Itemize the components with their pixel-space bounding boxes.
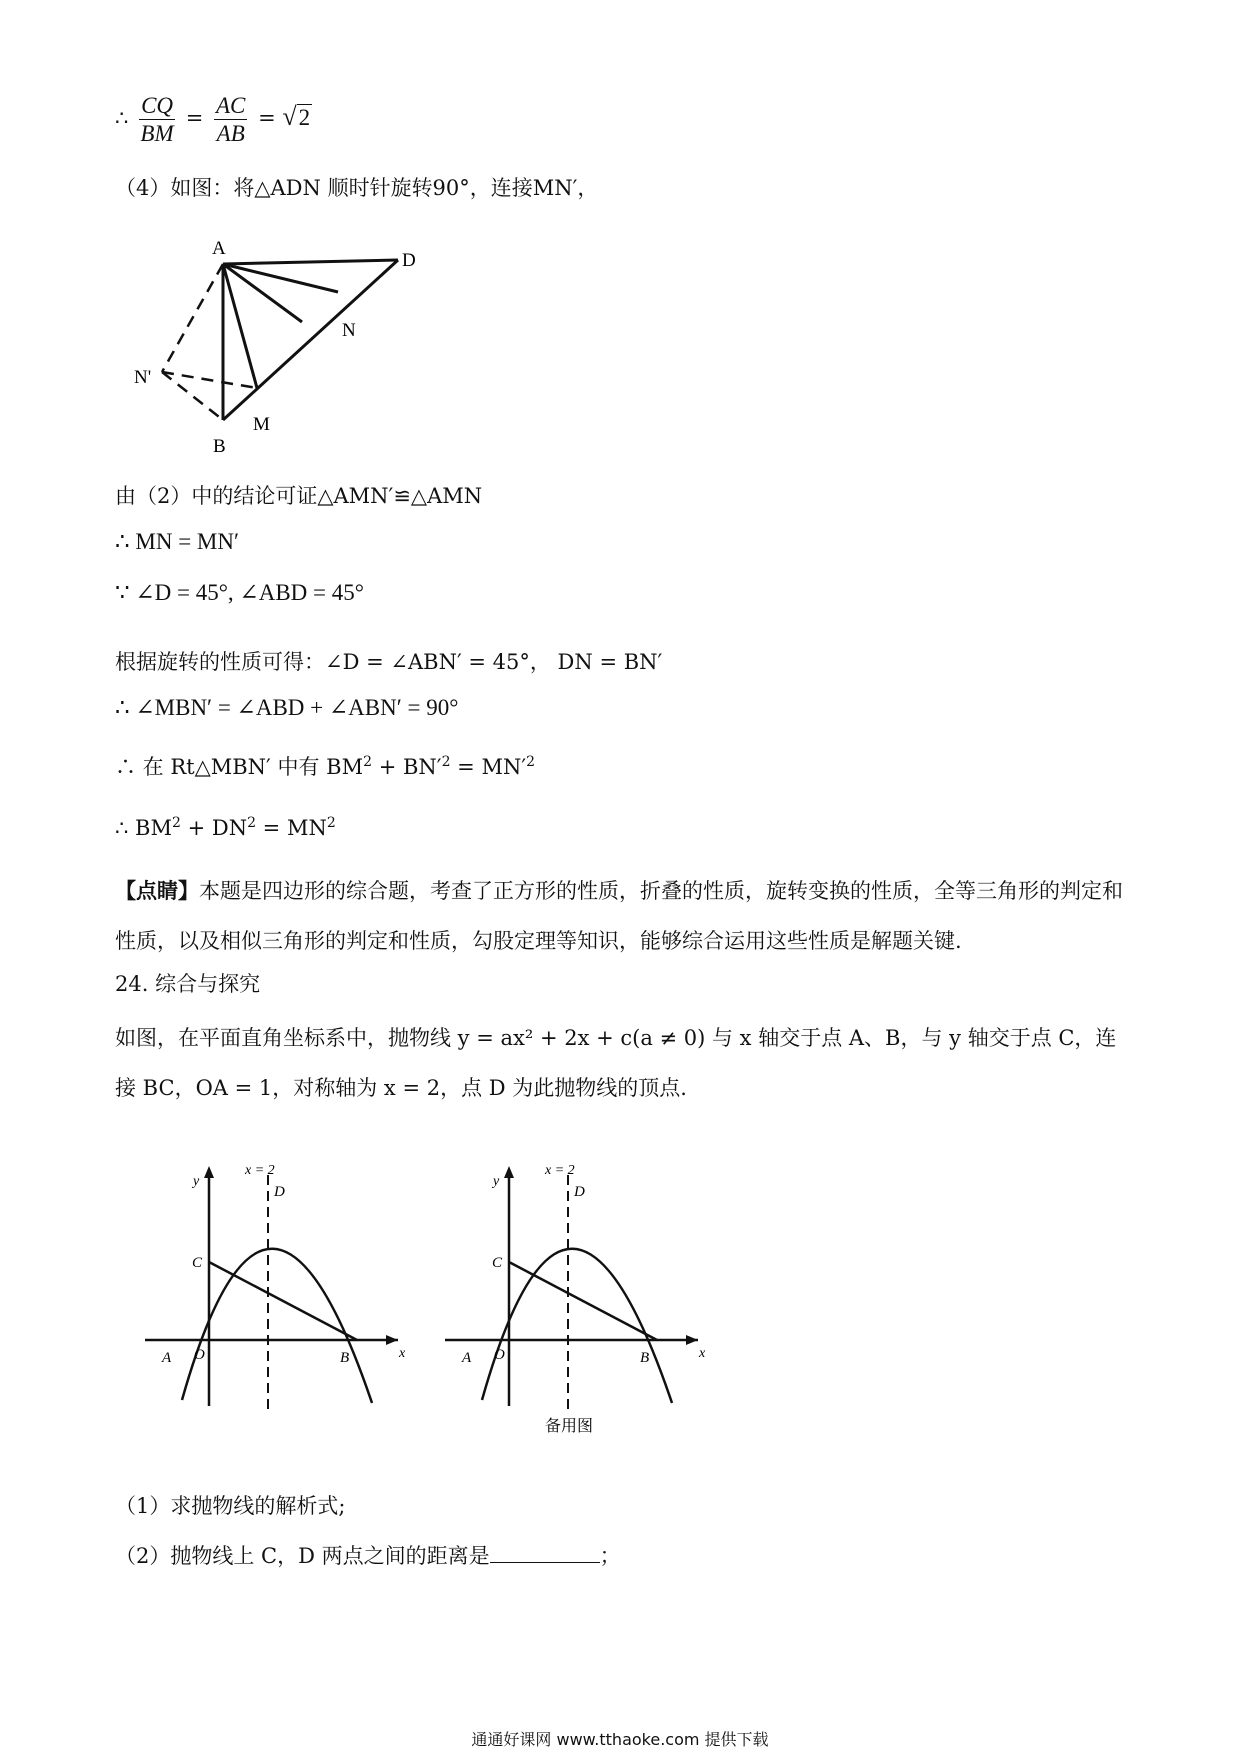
question-24-title: 24. 综合与探究 <box>115 972 261 996</box>
eq-part: + DN <box>180 816 248 840</box>
label-a: A <box>462 1350 472 1366</box>
comment-tag: 【点睛】 <box>115 878 199 903</box>
exponent: 2 <box>363 754 373 770</box>
fraction-ac-ab <box>214 92 247 147</box>
eq-part: = MN′ <box>450 755 527 779</box>
x-label: x <box>399 1346 406 1361</box>
segment-mn-prime <box>162 372 257 388</box>
label-c: C <box>192 1255 203 1271</box>
y-label: y <box>193 1174 200 1189</box>
axis-line-label: x = 2 <box>545 1163 575 1178</box>
exponent: 2 <box>326 815 336 831</box>
eq-part: ∴ BM <box>115 816 172 840</box>
rotation-figure <box>120 230 440 460</box>
page-footer: 通通好课网 www.tthaoke.com 提供下载 <box>471 1730 769 1749</box>
y-label: y <box>493 1174 500 1189</box>
y-arrow-icon <box>204 1166 214 1178</box>
label-o: O <box>494 1347 505 1363</box>
congruence-statement: 由（2）中的结论可证△AMN′≌△AMN <box>115 484 483 508</box>
denominator: AB <box>216 121 245 146</box>
label-b: B <box>340 1350 350 1366</box>
rotation-property: 根据旋转的性质可得：∠D = ∠ABN′ = 45°， DN = BN′ <box>115 650 663 674</box>
label-b: B <box>213 436 226 457</box>
segment-bn-prime <box>162 372 223 420</box>
equals-sign: = <box>185 106 204 130</box>
equals-sign: = <box>258 106 276 130</box>
equation-ratio <box>115 92 312 147</box>
parabola-curve <box>182 1249 372 1403</box>
label-a: A <box>212 238 226 259</box>
equation-right-angle: ∴ ∠MBN′ = ∠ABD + ∠ABN′ = 90° <box>115 695 459 720</box>
question-1: （1）求抛物线的解析式; <box>115 1494 346 1518</box>
label-d: D <box>574 1184 585 1200</box>
question-2 <box>115 1540 621 1570</box>
fraction-cq-bm <box>139 92 175 147</box>
exponent: 2 <box>171 815 181 831</box>
denominator: BM <box>140 121 174 146</box>
parabola-curve <box>482 1249 672 1403</box>
eq-part: = MN <box>256 816 327 840</box>
label-a: A <box>162 1350 172 1366</box>
equation-pythagoras-2 <box>115 815 336 840</box>
label-d: D <box>402 250 416 271</box>
equation-pythagoras-1 <box>115 751 535 781</box>
equation-mn: ∴ MN = MN′ <box>115 529 240 554</box>
label-o: O <box>194 1347 205 1363</box>
segment-an-prime <box>162 264 223 372</box>
label-n: N <box>342 320 356 341</box>
eq-part: + BN′ <box>372 755 442 779</box>
exponent: 2 <box>247 815 256 831</box>
eq-part: ∴ 在 Rt△MBN′ 中有 BM <box>115 755 364 779</box>
y-arrow-icon <box>504 1166 514 1178</box>
spare-parabola-graph <box>440 1160 710 1450</box>
label-n-prime: N' <box>134 367 152 388</box>
sqrt-value: 2 <box>298 105 311 130</box>
comment-paragraph <box>115 866 1125 966</box>
spare-caption: 备用图 <box>545 1418 594 1435</box>
label-m: M <box>253 414 270 435</box>
comment-body: 本题是四边形的综合题，考查了正方形的性质，折叠的性质，旋转变换的性质，全等三角形的判定和性质，以及相似三角形的判定和性质，勾股定理等知识，能够综合运用这些性质是解题关键. <box>115 879 1123 953</box>
therefore-symbol: ∴ <box>115 106 129 130</box>
label-c: C <box>492 1255 503 1271</box>
x-label: x <box>699 1346 706 1361</box>
segment-bc <box>209 1262 357 1340</box>
question-2-text: （2）抛物线上 C，D 两点之间的距离是 <box>115 1544 490 1568</box>
numerator: CQ <box>141 93 174 118</box>
x-arrow-icon <box>686 1335 698 1345</box>
numerator: AC <box>216 93 246 118</box>
answer-blank[interactable] <box>490 1542 600 1563</box>
equation-angles: ∵ ∠D = 45°, ∠ABD = 45° <box>115 580 364 605</box>
label-b: B <box>640 1350 650 1366</box>
question-2-end: ； <box>599 1544 621 1568</box>
exponent: 2 <box>526 754 536 770</box>
sqrt-icon: √ <box>282 102 297 131</box>
segment-ad <box>223 260 398 264</box>
parabola-graph <box>140 1160 410 1420</box>
step-4-text: （4）如图：将△ADN 顺时针旋转90°，连接MN′， <box>115 176 599 200</box>
x-arrow-icon <box>386 1335 398 1345</box>
question-24-body: 如图，在平面直角坐标系中，抛物线 y = ax² + 2x + c(a ≠ 0) 与 x 轴交于点 A、B，与 y 轴交于点 C，连接 BC，OA = 1，对称轴为 x = 2，点 D 为此抛物线的顶点. <box>115 1026 1117 1100</box>
axis-line-label: x = 2 <box>245 1163 275 1178</box>
segment-am <box>223 264 257 388</box>
label-d: D <box>274 1184 285 1200</box>
exponent: 2 <box>441 754 451 770</box>
segment-bc <box>509 1262 657 1340</box>
